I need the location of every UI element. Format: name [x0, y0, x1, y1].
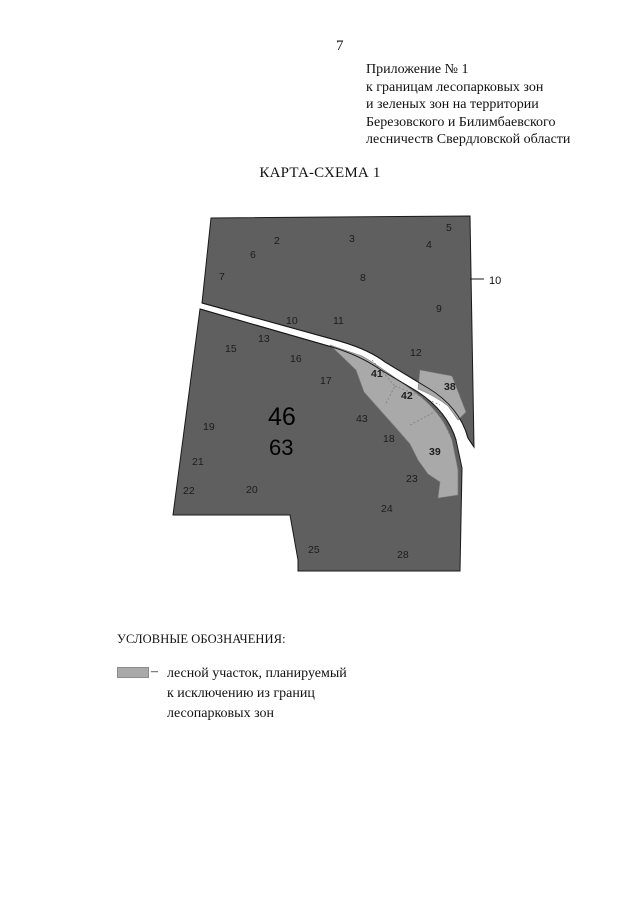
appendix-line: к границам лесопарковых зон — [366, 79, 544, 95]
quarter-label: 25 — [308, 544, 320, 556]
quarter-label: 20 — [246, 484, 258, 496]
appendix-line: Приложение № 1 — [366, 62, 469, 77]
quarter-label: 13 — [258, 333, 270, 345]
quarter-label: 2 — [274, 235, 280, 247]
legend-text-line: лесопарковых зон — [167, 706, 275, 721]
appendix-line: и зеленых зон на территории — [366, 97, 539, 112]
quarter-label: 39 — [429, 446, 441, 458]
quarter-label: 19 — [203, 421, 215, 433]
quarter-label: 8 — [360, 272, 366, 284]
quarter-label: 12 — [410, 347, 422, 359]
quarter-label: 43 — [356, 413, 368, 425]
quarter-label: 11 — [333, 315, 344, 327]
quarter-label: 21 — [192, 456, 204, 468]
legend-text-line: лесной участок, планируемый — [167, 666, 347, 681]
legend-description — [167, 664, 427, 724]
legend-title: УСЛОВНЫЕ ОБОЗНАЧЕНИЯ: — [117, 632, 286, 646]
quarter-label: 38 — [444, 381, 456, 393]
quarter-label: 17 — [320, 375, 332, 387]
quarter-label: 15 — [225, 343, 237, 355]
quarter-label: 4 — [426, 239, 432, 251]
quarter-label: 41 — [371, 368, 383, 380]
legend-swatch — [117, 667, 149, 678]
quarter-label: 24 — [381, 503, 393, 515]
quarter-label: 6 — [250, 249, 256, 261]
legend-dash: – — [151, 664, 158, 679]
quarter-label: 5 — [446, 222, 452, 234]
quarter-label: 10 — [286, 315, 298, 327]
quarter-label: 23 — [406, 473, 418, 485]
legend-text-line: к исключению из границ — [167, 686, 315, 701]
quarter-label: 28 — [397, 549, 409, 561]
appendix-line: лесничеств Свердловской области — [366, 132, 571, 147]
quarter-label: 18 — [383, 433, 395, 445]
quarter-label: 7 — [219, 271, 225, 283]
quarter-label: 42 — [401, 390, 413, 402]
quarter-label: 9 — [436, 303, 442, 315]
forest-district-number: 46 — [268, 403, 296, 431]
appendix-line: Березовского и Билимбаевского — [366, 114, 556, 130]
quarter-label: 3 — [349, 233, 355, 245]
map-title: КАРТА-СХЕМА 1 — [259, 165, 381, 181]
callout-label: 10 — [489, 275, 502, 287]
quarter-label: 22 — [183, 485, 195, 497]
quarter-label: 16 — [290, 353, 302, 365]
page-number: 7 — [336, 38, 344, 54]
forest-quarter-count: 63 — [269, 435, 294, 460]
